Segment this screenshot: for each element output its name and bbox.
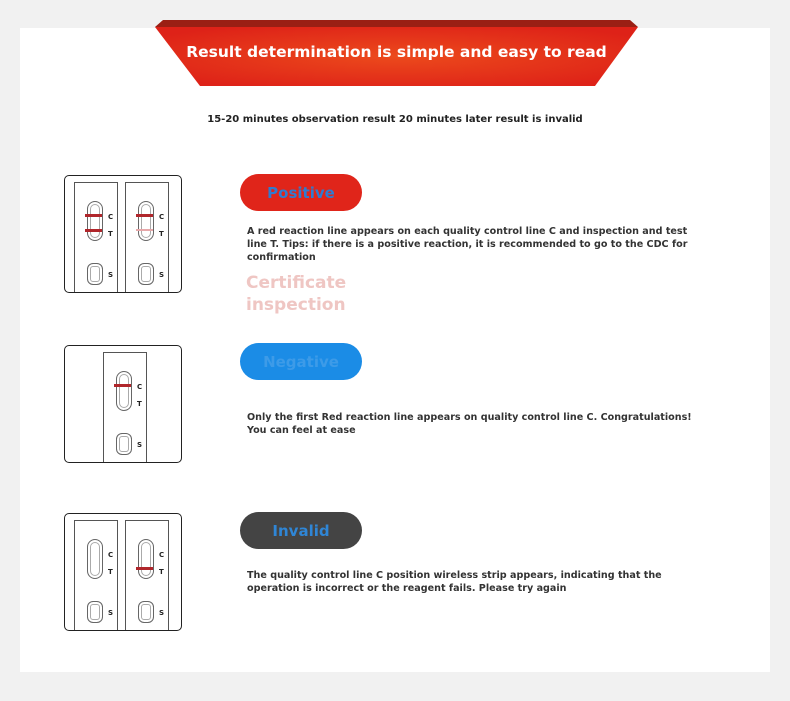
- t-label: T: [108, 230, 113, 238]
- s-label: S: [159, 271, 165, 279]
- c-line-mark: [114, 384, 131, 387]
- t-label: T: [159, 568, 164, 576]
- t-label: T: [108, 568, 113, 576]
- test-cassette-illustration-positive: [64, 175, 182, 293]
- sample-well: [138, 601, 154, 623]
- test-strip: [125, 520, 169, 631]
- result-window: [138, 539, 154, 579]
- result-window: [87, 201, 103, 241]
- t-label: T: [159, 230, 164, 238]
- sample-well: [116, 433, 132, 455]
- result-window: [87, 539, 103, 579]
- c-label: C: [137, 383, 143, 391]
- test-strip: [74, 520, 118, 631]
- t-line-mark: [136, 567, 153, 570]
- sample-well: [138, 263, 154, 285]
- c-label: C: [159, 551, 165, 559]
- s-label: S: [108, 609, 114, 617]
- s-label: S: [108, 271, 114, 279]
- sample-well: [87, 263, 103, 285]
- t-line-mark: [136, 229, 153, 231]
- sample-well: [87, 601, 103, 623]
- c-label: C: [108, 213, 114, 221]
- result-badge-invalid: Invalid: [240, 512, 362, 549]
- s-label: S: [159, 609, 165, 617]
- banner-title: Result determination is simple and easy to read: [186, 43, 607, 61]
- test-cassette-illustration-invalid: [64, 513, 182, 631]
- result-description: The quality control line C position wireless strip appears, indicating that the operation is incorrect or the reagent fails. Please try again: [247, 570, 662, 594]
- result-description: A red reaction line appears on each quality control line C and inspection and test line T. Tips: if there is a positive reaction, it is recommended to go to the CDC for confirmation: [247, 226, 688, 263]
- c-line-mark: [136, 214, 153, 217]
- result-description: Only the first Red reaction line appears on quality control line C. Congratulations! You can feel at ease: [247, 412, 692, 436]
- c-label: C: [108, 551, 114, 559]
- result-window: [116, 371, 132, 411]
- c-label: C: [159, 213, 165, 221]
- watermark: Certificate inspection: [246, 273, 347, 315]
- title-banner: [155, 20, 638, 86]
- t-label: T: [137, 400, 142, 408]
- test-strip: [125, 182, 169, 293]
- test-strip: [103, 352, 147, 463]
- test-strip: [74, 182, 118, 293]
- observation-note: 15-20 minutes observation result 20 minutes later result is invalid: [207, 114, 583, 125]
- s-label: S: [137, 441, 143, 449]
- c-line-mark: [85, 214, 102, 217]
- result-window: [138, 201, 154, 241]
- result-badge-negative: Negative: [240, 343, 362, 380]
- result-badge-positive: Positive: [240, 174, 362, 211]
- test-cassette-illustration-negative: [64, 345, 182, 463]
- t-line-mark: [85, 229, 102, 232]
